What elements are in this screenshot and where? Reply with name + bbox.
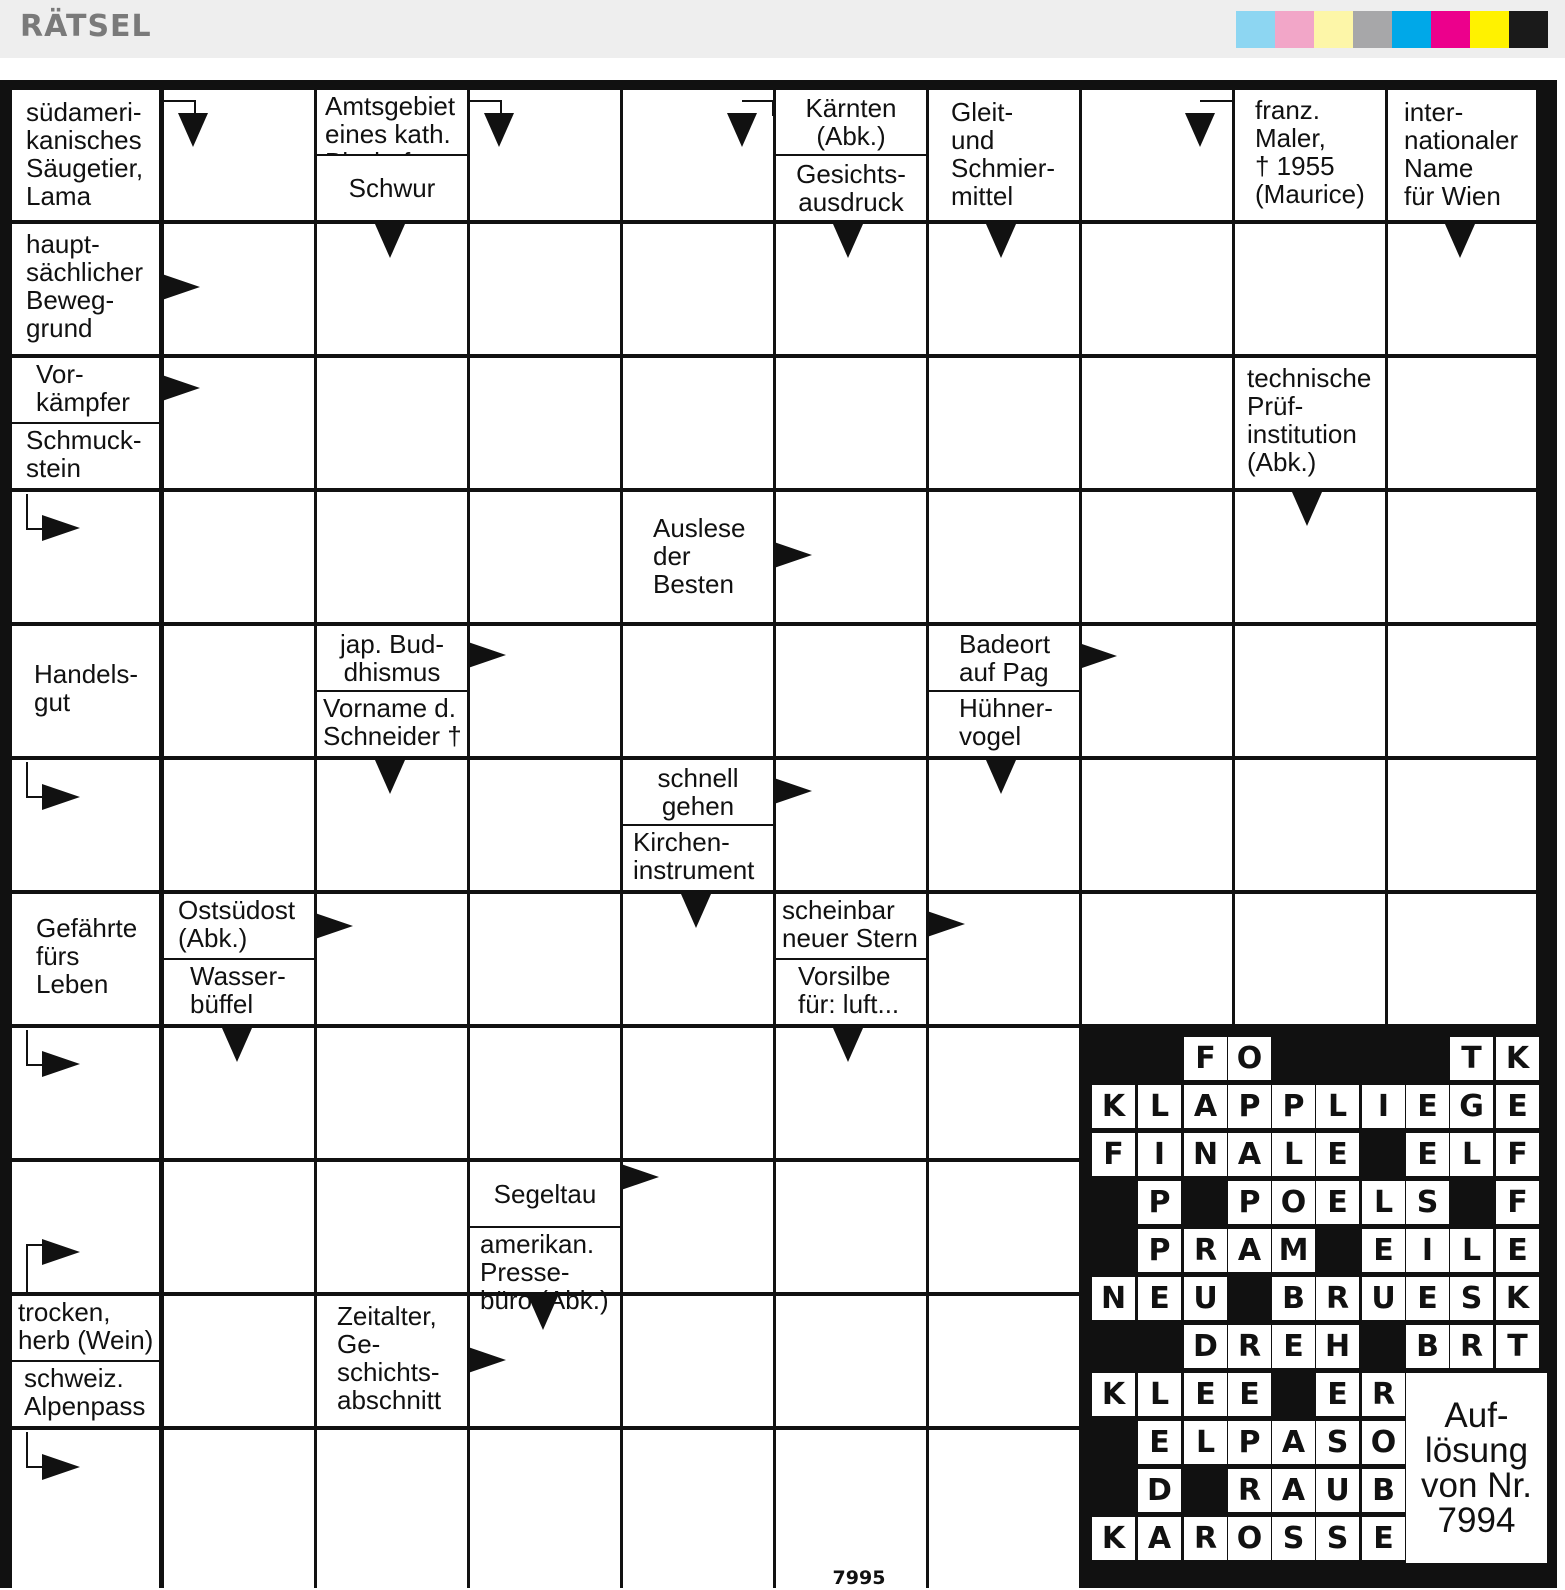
arrow-down-icon [222,1028,252,1062]
arrow-right-icon [42,1239,80,1265]
solution-letter: K [1092,1517,1135,1560]
arrow-right-icon [315,913,353,939]
arrow-down-icon [1445,224,1475,258]
color-swatch [1353,11,1392,48]
arrow-right-icon [468,1347,506,1373]
clue-cell: Auslese der Besten [623,492,773,622]
solution-letter: U [1316,1469,1359,1512]
solution-letter: L [1272,1133,1315,1176]
answer-cell [317,492,467,622]
answer-cell [1235,760,1385,890]
answer-cell [470,224,620,354]
answer-cell [623,224,773,354]
clue-cell: Kirchen- instrument [623,826,773,890]
arrow-stem-icon [1200,100,1234,116]
solution-letter: L [1450,1229,1493,1272]
solution-letter: P [1228,1181,1271,1224]
arrow-down-icon [375,760,405,794]
answer-cell [1388,760,1536,890]
solution-letter: O [1362,1421,1405,1464]
solution-letter: K [1092,1373,1135,1416]
solution-letter: E [1272,1325,1315,1368]
solution-letter: L [1316,1085,1359,1128]
answer-cell [929,1296,1079,1426]
arrow-right-icon [42,1454,80,1480]
solution-letter: U [1184,1277,1227,1320]
clue-cell: trocken, herb (Wein) [12,1296,159,1360]
solution-letter: B [1272,1277,1315,1320]
solution-letter: S [1316,1421,1359,1464]
answer-cell [1082,358,1232,488]
solution-letter: A [1228,1133,1271,1176]
color-calibration-strip [1236,11,1548,48]
answer-cell [776,1162,926,1292]
previous-solution-grid [1092,1035,1551,1588]
clue-cell: schnell gehen [623,760,773,824]
answer-cell [1082,760,1232,890]
arrow-down-icon [1292,492,1322,526]
solution-letter: K [1496,1277,1539,1320]
solution-letter: E [1316,1181,1359,1224]
answer-cell [776,626,926,756]
solution-letter: L [1184,1421,1227,1464]
answer-cell [776,1296,926,1426]
answer-cell [1235,626,1385,756]
clue-cell: franz. Maler, † 1955 (Maurice) [1235,90,1385,220]
color-swatch [1275,11,1314,48]
arrow-right-icon [1079,643,1117,669]
solution-letter: A [1138,1517,1181,1560]
solution-letter: E [1406,1085,1449,1128]
answer-cell [164,760,314,890]
arrow-down-icon [727,113,757,147]
answer-cell [776,1430,926,1588]
clue-cell: Schmuck- stein [12,424,159,488]
arrow-down-icon [1185,113,1215,147]
arrow-right-icon [162,274,200,300]
color-swatch [1236,11,1275,48]
clue-cell: haupt- sächlicher Beweg- grund [12,224,159,354]
solution-letter: P [1138,1181,1181,1224]
arrow-right-icon [162,375,200,401]
answer-cell [623,1296,773,1426]
arrow-down-icon [986,224,1016,258]
solution-letter: T [1450,1037,1493,1080]
answer-cell [164,626,314,756]
answer-cell [317,1430,467,1588]
answer-cell [1082,894,1232,1024]
solution-letter: R [1228,1469,1271,1512]
color-swatch [1314,11,1353,48]
color-swatch [1509,11,1548,48]
answer-cell [1235,224,1385,354]
clue-cell: Ostsüdost (Abk.) [164,894,314,958]
solution-note: Auf- lösung von Nr. 7994 [1406,1373,1547,1563]
solution-letter: R [1316,1277,1359,1320]
answer-cell [929,1162,1079,1292]
solution-letter: L [1138,1373,1181,1416]
solution-letter: D [1138,1469,1181,1512]
clue-cell: Gesichts- ausdruck [776,156,926,220]
solution-letter: E [1138,1277,1181,1320]
answer-cell [776,358,926,488]
answer-cell [470,1028,620,1158]
solution-letter: P [1228,1085,1271,1128]
solution-letter: L [1450,1133,1493,1176]
arrow-right-icon [42,784,80,810]
clue-cell: Handels- gut [12,626,159,756]
solution-letter: R [1228,1325,1271,1368]
puzzle-number: 7995 [821,1566,897,1588]
arrow-stem-icon [164,100,196,116]
solution-letter: R [1450,1325,1493,1368]
answer-cell [1235,894,1385,1024]
clue-cell: Badeort auf Pag [929,626,1079,690]
solution-letter: E [1362,1517,1405,1560]
solution-letter: A [1272,1421,1315,1464]
clue-cell: Hühner- vogel [929,692,1079,756]
solution-letter: I [1362,1085,1405,1128]
color-swatch [1431,11,1470,48]
clue-cell: Amtsgebiet eines kath. [317,90,467,154]
arrow-right-icon [774,542,812,568]
solution-letter: U [1362,1277,1405,1320]
answer-cell [470,894,620,1024]
solution-letter: L [1362,1181,1405,1224]
arrow-down-icon [528,1296,558,1330]
answer-cell [470,358,620,488]
solution-letter: P [1272,1085,1315,1128]
solution-letter: I [1406,1229,1449,1272]
arrow-down-icon [986,760,1016,794]
clue-cell: jap. Bud- dhismus [317,626,467,690]
solution-letter: S [1272,1517,1315,1560]
answer-cell [1388,492,1536,622]
solution-letter: E [1406,1277,1449,1320]
solution-letter: M [1272,1229,1315,1272]
solution-letter: P [1138,1229,1181,1272]
clue-cell: technische Prüf- institution (Abk.) [1235,358,1385,488]
header-bar [0,0,1565,58]
solution-letter: R [1184,1517,1227,1560]
clue-cell: Segeltau [470,1162,620,1226]
arrow-right-icon [42,515,80,541]
arrow-stem-icon [26,762,44,798]
solution-letter: R [1362,1373,1405,1416]
answer-cell [470,760,620,890]
solution-letter: K [1496,1037,1539,1080]
arrow-right-icon [468,642,506,668]
solution-letter: O [1272,1181,1315,1224]
answer-cell [623,358,773,488]
clue-cell: Vorname d. Schneider † [317,692,467,756]
arrow-down-icon [833,224,863,258]
answer-cell [1388,894,1536,1024]
solution-letter: F [1092,1133,1135,1176]
solution-letter: S [1406,1181,1449,1224]
answer-cell [929,492,1079,622]
arrow-right-icon [927,911,965,937]
solution-letter: H [1316,1325,1359,1368]
arrow-right-icon [621,1164,659,1190]
clue-cell: Schwur [317,156,467,220]
arrow-stem-icon [470,100,502,116]
solution-letter: E [1362,1229,1405,1272]
solution-letter: D [1184,1325,1227,1368]
answer-cell [623,626,773,756]
page-title: RÄTSEL [20,9,152,44]
solution-letter: S [1450,1277,1493,1320]
arrow-right-icon [774,778,812,804]
answer-cell [470,1430,620,1588]
arrow-stem-icon [26,1030,44,1066]
arrow-stem-icon [26,1244,44,1296]
arrow-right-icon [42,1051,80,1077]
solution-letter: O [1228,1517,1271,1560]
clue-cell: inter- nationaler Name für Wien [1388,90,1536,220]
answer-cell [317,358,467,488]
arrow-stem-icon [26,494,44,530]
clue-cell: Zeitalter, Ge- schichts- abschnitt [317,1296,467,1426]
arrow-down-icon [178,113,208,147]
clue-cell: Gleit- und Schmier- mittel [929,90,1079,220]
solution-letter: E [1496,1229,1539,1272]
answer-cell [470,492,620,622]
solution-letter: E [1496,1085,1539,1128]
solution-letter: E [1138,1421,1181,1464]
color-swatch [1470,11,1509,48]
clue-cell: amerikan. Presse- büro (Abk.) [470,1228,620,1292]
arrow-stem-icon [26,1432,44,1468]
clue-cell: Vor- kämpfer [12,358,159,422]
solution-letter: E [1316,1133,1359,1176]
arrow-down-icon [681,894,711,928]
solution-letter: F [1496,1181,1539,1224]
answer-cell [317,1162,467,1292]
answer-cell [623,1430,773,1588]
clue-cell: scheinbar neuer Stern [776,894,926,958]
solution-letter: A [1184,1085,1227,1128]
solution-letter: P [1228,1421,1271,1464]
solution-letter: N [1184,1133,1227,1176]
solution-letter: B [1362,1469,1405,1512]
clue-cell: Kärnten (Abk.) [776,90,926,154]
answer-cell [164,1296,314,1426]
solution-letter: A [1228,1229,1271,1272]
clue-cell: Vorsilbe für: luft... [776,960,926,1024]
answer-cell [164,1430,314,1588]
answer-cell [929,1430,1079,1588]
clue-cell: Wasser- büffel [164,960,314,1024]
solution-letter: K [1092,1085,1135,1128]
solution-letter: A [1272,1469,1315,1512]
clue-cell: südameri- kanisches Säugetier, Lama [12,90,159,220]
answer-cell [317,1028,467,1158]
answer-cell [929,358,1079,488]
solution-letter: G [1450,1085,1493,1128]
solution-letter: N [1092,1277,1135,1320]
arrow-down-icon [484,113,514,147]
solution-letter: R [1184,1229,1227,1272]
arrow-stem-icon [742,100,774,116]
clue-cell: Gefährte fürs Leben [12,894,159,1024]
solution-letter: E [1406,1133,1449,1176]
solution-letter: E [1316,1373,1359,1416]
solution-letter: E [1184,1373,1227,1416]
solution-letter: L [1138,1085,1181,1128]
solution-letter: F [1496,1133,1539,1176]
color-swatch [1392,11,1431,48]
answer-cell [1082,224,1232,354]
answer-cell [623,1028,773,1158]
answer-cell [1082,492,1232,622]
solution-letter: O [1228,1037,1271,1080]
solution-letter: E [1228,1373,1271,1416]
solution-letter: S [1316,1517,1359,1560]
answer-cell [929,1028,1079,1158]
solution-letter: F [1184,1037,1227,1080]
answer-cell [1388,358,1536,488]
answer-cell [164,492,314,622]
clue-cell: schweiz. Alpenpass [12,1362,159,1426]
solution-letter: I [1138,1133,1181,1176]
arrow-down-icon [833,1028,863,1062]
answer-cell [164,1162,314,1292]
answer-cell [1388,626,1536,756]
solution-letter: T [1496,1325,1539,1368]
solution-letter: B [1406,1325,1449,1368]
arrow-down-icon [375,224,405,258]
